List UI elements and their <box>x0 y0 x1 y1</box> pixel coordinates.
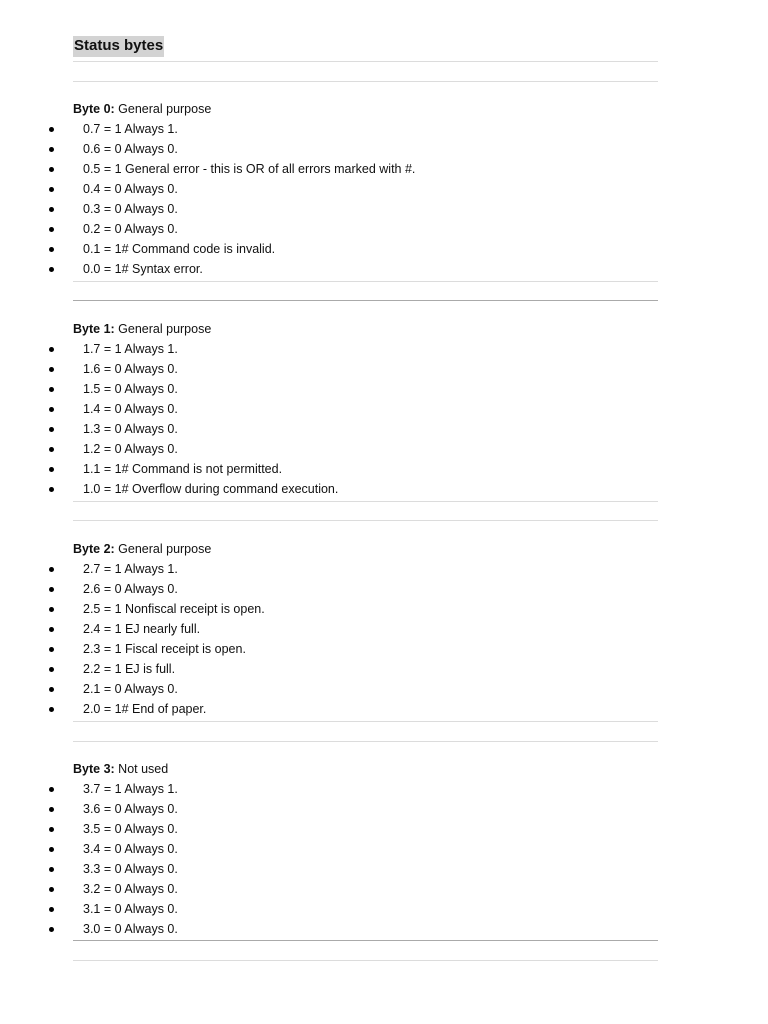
list-item <box>0 119 768 139</box>
bullet-icon <box>49 467 54 472</box>
list-item <box>0 679 768 699</box>
bit-description: 1.4 = 0 Always 0. <box>83 402 178 416</box>
bit-description: 2.4 = 1 EJ nearly full. <box>83 622 201 636</box>
list-item <box>0 799 768 819</box>
bit-description: 2.7 = 1 Always 1. <box>83 562 178 576</box>
list-item <box>0 339 768 359</box>
divider <box>73 721 658 722</box>
list-item <box>0 899 768 919</box>
list-item <box>0 379 768 399</box>
bit-description: 2.6 = 0 Always 0. <box>83 582 178 596</box>
section-heading <box>73 319 211 339</box>
bit-description: 3.4 = 0 Always 0. <box>83 842 178 856</box>
byte-description: Not used <box>118 762 169 776</box>
bullet-icon <box>49 627 54 632</box>
bit-description: 1.7 = 1 Always 1. <box>83 342 178 356</box>
list-item <box>0 359 768 379</box>
list-item <box>0 179 768 199</box>
bit-description: 0.0 = 1# Syntax error. <box>83 262 203 276</box>
bit-description: 3.3 = 0 Always 0. <box>83 862 178 876</box>
bit-description: 3.5 = 0 Always 0. <box>83 822 178 836</box>
list-item <box>0 219 768 239</box>
list-item <box>0 819 768 839</box>
bit-description: 1.6 = 0 Always 0. <box>83 362 178 376</box>
divider <box>73 300 658 301</box>
bit-description: 2.5 = 1 Nonfiscal receipt is open. <box>83 602 265 616</box>
bullet-icon <box>49 907 54 912</box>
list-item <box>0 199 768 219</box>
bullet-icon <box>49 927 54 932</box>
page-title: Status bytes <box>73 36 164 57</box>
bullet-icon <box>49 247 54 252</box>
bullet-icon <box>49 807 54 812</box>
bit-list <box>0 779 768 939</box>
divider <box>73 741 658 742</box>
bullet-icon <box>49 567 54 572</box>
list-item <box>0 239 768 259</box>
bullet-icon <box>49 827 54 832</box>
list-item <box>0 579 768 599</box>
list-item <box>0 459 768 479</box>
list-item <box>0 859 768 879</box>
list-item <box>0 259 768 279</box>
divider <box>73 960 658 961</box>
bit-description: 3.1 = 0 Always 0. <box>83 902 178 916</box>
bullet-icon <box>49 887 54 892</box>
byte-label: Byte 2: <box>73 542 115 556</box>
list-item <box>0 159 768 179</box>
bullet-icon <box>49 187 54 192</box>
bit-description: 1.3 = 0 Always 0. <box>83 422 178 436</box>
bit-description: 2.2 = 1 EJ is full. <box>83 662 176 676</box>
bit-description: 0.4 = 0 Always 0. <box>83 182 178 196</box>
byte-label: Byte 3: <box>73 762 115 776</box>
bullet-icon <box>49 847 54 852</box>
list-item <box>0 619 768 639</box>
bullet-icon <box>49 447 54 452</box>
byte-description: General purpose <box>118 542 212 556</box>
bullet-icon <box>49 487 54 492</box>
list-item <box>0 559 768 579</box>
list-item <box>0 879 768 899</box>
bit-description: 0.7 = 1 Always 1. <box>83 122 178 136</box>
bit-description: 0.6 = 0 Always 0. <box>83 142 178 156</box>
section-heading <box>73 759 168 779</box>
bit-list <box>0 339 768 499</box>
bullet-icon <box>49 127 54 132</box>
bit-description: 2.3 = 1 Fiscal receipt is open. <box>83 642 246 656</box>
list-item <box>0 139 768 159</box>
divider <box>73 501 658 502</box>
list-item <box>0 839 768 859</box>
divider <box>73 281 658 282</box>
section-heading <box>73 99 211 119</box>
bullet-icon <box>49 667 54 672</box>
bit-description: 2.0 = 1# End of paper. <box>83 702 207 716</box>
divider <box>73 940 658 941</box>
bullet-icon <box>49 387 54 392</box>
bit-description: 1.5 = 0 Always 0. <box>83 382 178 396</box>
bit-description: 0.5 = 1 General error - this is OR of all errors marked with #. <box>83 162 416 176</box>
list-item <box>0 779 768 799</box>
section-heading <box>73 539 211 559</box>
divider <box>73 81 658 82</box>
bit-description: 0.1 = 1# Command code is invalid. <box>83 242 276 256</box>
list-item <box>0 479 768 499</box>
bit-list <box>0 119 768 279</box>
bit-description: 0.3 = 0 Always 0. <box>83 202 178 216</box>
bit-description: 3.6 = 0 Always 0. <box>83 802 178 816</box>
list-item <box>0 919 768 939</box>
bullet-icon <box>49 167 54 172</box>
bullet-icon <box>49 407 54 412</box>
list-item <box>0 419 768 439</box>
bit-description: 3.0 = 0 Always 0. <box>83 922 178 936</box>
bullet-icon <box>49 647 54 652</box>
byte-label: Byte 1: <box>73 322 115 336</box>
bit-list <box>0 559 768 719</box>
bullet-icon <box>49 687 54 692</box>
byte-label: Byte 0: <box>73 102 115 116</box>
bit-description: 1.2 = 0 Always 0. <box>83 442 178 456</box>
bullet-icon <box>49 207 54 212</box>
list-item <box>0 639 768 659</box>
list-item <box>0 439 768 459</box>
bullet-icon <box>49 607 54 612</box>
divider <box>73 520 658 521</box>
bullet-icon <box>49 367 54 372</box>
bullet-icon <box>49 427 54 432</box>
bit-description: 0.2 = 0 Always 0. <box>83 222 178 236</box>
list-item <box>0 599 768 619</box>
bullet-icon <box>49 267 54 272</box>
bit-description: 1.1 = 1# Command is not permitted. <box>83 462 283 476</box>
bullet-icon <box>49 787 54 792</box>
divider <box>73 61 658 62</box>
bullet-icon <box>49 147 54 152</box>
bullet-icon <box>49 867 54 872</box>
bit-description: 3.7 = 1 Always 1. <box>83 782 178 796</box>
bullet-icon <box>49 707 54 712</box>
list-item <box>0 399 768 419</box>
byte-description: General purpose <box>118 322 212 336</box>
bullet-icon <box>49 227 54 232</box>
bit-description: 1.0 = 1# Overflow during command execution. <box>83 482 339 496</box>
bit-description: 2.1 = 0 Always 0. <box>83 682 178 696</box>
byte-description: General purpose <box>118 102 212 116</box>
bullet-icon <box>49 347 54 352</box>
bit-description: 3.2 = 0 Always 0. <box>83 882 178 896</box>
bullet-icon <box>49 587 54 592</box>
list-item <box>0 699 768 719</box>
list-item <box>0 659 768 679</box>
